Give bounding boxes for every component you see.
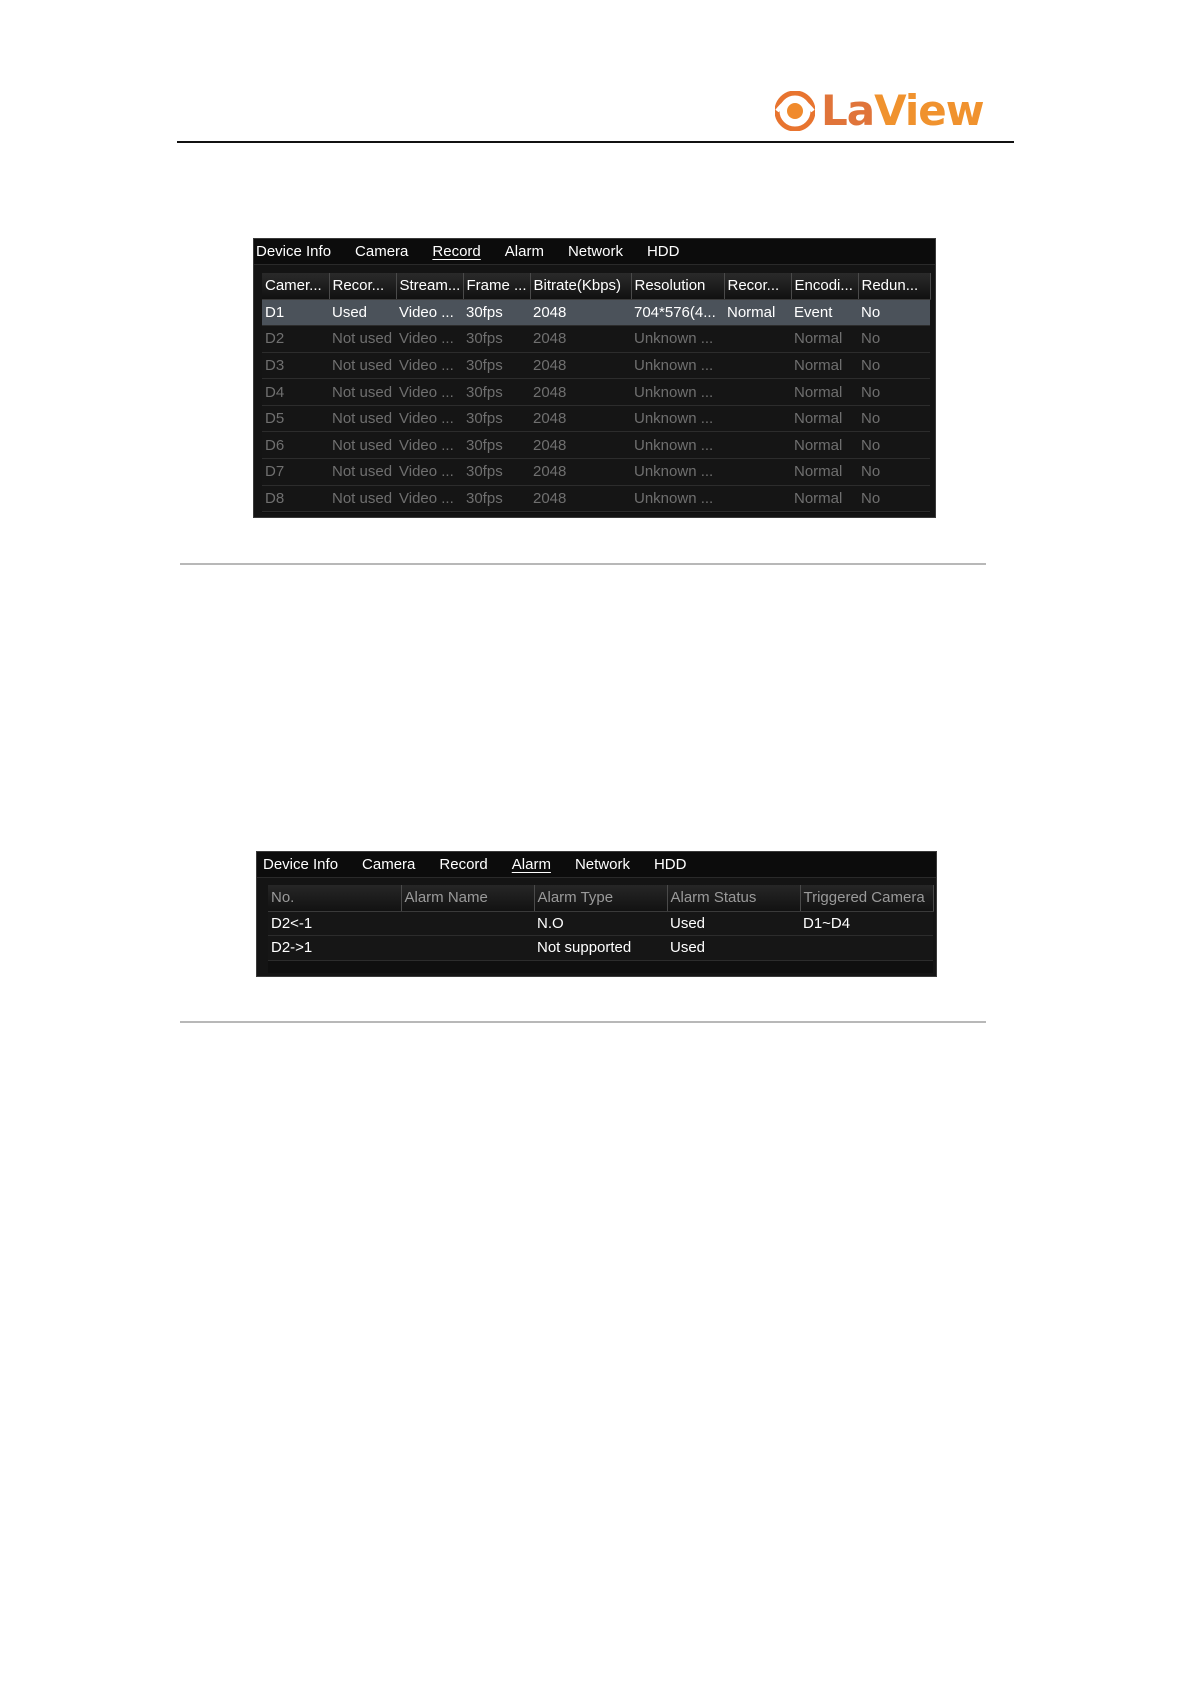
tab-network[interactable]: Network [574, 856, 630, 873]
table-cell: Unknown ... [631, 326, 724, 353]
table-cell: D4 [262, 379, 329, 406]
table-cell: Not used [329, 405, 396, 432]
table-row[interactable] [262, 485, 930, 512]
table-cell [724, 326, 791, 353]
table-cell: Not used [329, 432, 396, 459]
table-cell: Normal [791, 459, 858, 486]
table-cell: 30fps [463, 299, 530, 326]
table-cell: No [858, 432, 930, 459]
col-header[interactable]: Stream... [396, 273, 463, 299]
tab-alarm[interactable]: Alarm [511, 856, 551, 873]
header-divider [177, 141, 1014, 143]
table-cell [724, 432, 791, 459]
table-cell: N.O [534, 911, 667, 936]
table-cell: Unknown ... [631, 405, 724, 432]
table-cell: Not used [329, 379, 396, 406]
col-header[interactable]: No. [268, 885, 401, 911]
table-cell: Not used [329, 326, 396, 353]
table-cell: Not used [329, 485, 396, 512]
table-row[interactable] [262, 459, 930, 486]
col-header[interactable]: Alarm Name [401, 885, 534, 911]
table-row[interactable] [268, 936, 933, 961]
table-row[interactable] [262, 326, 930, 353]
table-cell: Video ... [396, 432, 463, 459]
table-cell: 30fps [463, 405, 530, 432]
table-cell [401, 936, 534, 961]
table-cell: Used [329, 299, 396, 326]
table-cell: Used [667, 911, 800, 936]
laview-logo [775, 86, 984, 136]
table-cell: 2048 [530, 405, 631, 432]
table-row[interactable] [268, 911, 933, 936]
table-cell: 30fps [463, 485, 530, 512]
tab-record[interactable]: Record [432, 243, 481, 260]
logo-text-view: View [874, 86, 984, 135]
table-cell: D1~D4 [800, 911, 933, 936]
table-cell: 2048 [530, 352, 631, 379]
alarm-table-header [268, 885, 933, 911]
tab-camera[interactable]: Camera [362, 856, 416, 873]
table-cell: Video ... [396, 405, 463, 432]
table-cell: Normal [791, 485, 858, 512]
table-cell [724, 379, 791, 406]
table-cell: No [858, 299, 930, 326]
table-cell: D3 [262, 352, 329, 379]
table-row[interactable] [262, 352, 930, 379]
table-cell: Video ... [396, 379, 463, 406]
table-cell: No [858, 379, 930, 406]
table-cell: Normal [791, 432, 858, 459]
table-cell: Video ... [396, 326, 463, 353]
table-row[interactable] [262, 405, 930, 432]
col-header[interactable]: Recor... [329, 273, 396, 299]
tab-network[interactable]: Network [567, 243, 623, 260]
table-cell: Normal [791, 352, 858, 379]
table-cell: No [858, 326, 930, 353]
table-cell: 30fps [463, 432, 530, 459]
col-header[interactable]: Camer... [262, 273, 329, 299]
table-cell: Normal [724, 299, 791, 326]
table-cell: No [858, 405, 930, 432]
section-divider [180, 563, 986, 565]
col-header[interactable]: Triggered Camera [800, 885, 933, 911]
table-cell: D5 [262, 405, 329, 432]
table-cell: 2048 [530, 379, 631, 406]
alarm-table-area [268, 885, 933, 973]
table-cell [724, 352, 791, 379]
section-divider [180, 1021, 986, 1023]
table-cell: D6 [262, 432, 329, 459]
table-cell: Not used [329, 352, 396, 379]
table-cell: 2048 [530, 459, 631, 486]
table-cell: Not used [329, 459, 396, 486]
col-header[interactable]: Recor... [724, 273, 791, 299]
col-header[interactable]: Resolution [631, 273, 724, 299]
table-cell: Unknown ... [631, 459, 724, 486]
table-cell: 2048 [530, 326, 631, 353]
table-cell [724, 459, 791, 486]
col-header[interactable]: Frame ... [463, 273, 530, 299]
table-cell: D2->1 [268, 936, 401, 961]
alarm-panel-tabs [257, 852, 936, 878]
table-cell: Unknown ... [631, 379, 724, 406]
table-cell: Video ... [396, 352, 463, 379]
table-cell: Unknown ... [631, 485, 724, 512]
table-cell: 704*576(4... [631, 299, 724, 326]
table-row[interactable] [262, 299, 930, 326]
table-cell: D7 [262, 459, 329, 486]
tab-hdd[interactable]: HDD [646, 243, 680, 260]
table-cell [724, 485, 791, 512]
table-cell: No [858, 459, 930, 486]
tab-alarm[interactable]: Alarm [504, 243, 544, 260]
col-header[interactable]: Encodi... [791, 273, 858, 299]
table-cell: 30fps [463, 379, 530, 406]
logo-text-la: La [821, 86, 875, 135]
tab-record[interactable]: Record [439, 856, 488, 873]
record-table-area [262, 273, 930, 513]
col-header[interactable]: Alarm Type [534, 885, 667, 911]
table-cell: Video ... [396, 459, 463, 486]
table-cell: 2048 [530, 299, 631, 326]
table-cell: Used [667, 936, 800, 961]
table-cell: 2048 [530, 485, 631, 512]
tab-device-info[interactable]: Device Info [256, 243, 332, 260]
table-cell: Normal [791, 326, 858, 353]
col-header[interactable]: Alarm Status [667, 885, 800, 911]
table-cell: No [858, 485, 930, 512]
table-cell: D2<-1 [268, 911, 401, 936]
alarm-table [268, 885, 934, 961]
table-cell: No [858, 352, 930, 379]
record-table [262, 273, 931, 512]
table-cell: Event [791, 299, 858, 326]
table-cell [724, 405, 791, 432]
table-cell: Normal [791, 379, 858, 406]
table-row[interactable] [262, 432, 930, 459]
col-header[interactable]: Bitrate(Kbps) [530, 273, 631, 299]
tab-device-info[interactable]: Device Info [263, 856, 339, 873]
table-cell: Not supported [534, 936, 667, 961]
table-cell: 30fps [463, 326, 530, 353]
table-cell: Unknown ... [631, 432, 724, 459]
table-cell: D8 [262, 485, 329, 512]
table-cell: Video ... [396, 485, 463, 512]
alarm-panel [256, 851, 937, 977]
eye-logo-icon [775, 91, 815, 131]
table-cell [401, 911, 534, 936]
table-cell: Normal [791, 405, 858, 432]
table-cell: D2 [262, 326, 329, 353]
tab-hdd[interactable]: HDD [653, 856, 687, 873]
col-header[interactable]: Redun... [858, 273, 930, 299]
tab-camera[interactable]: Camera [355, 243, 409, 260]
record-panel-tabs [254, 239, 935, 265]
table-cell: Video ... [396, 299, 463, 326]
table-cell: Unknown ... [631, 352, 724, 379]
record-panel [253, 238, 936, 518]
table-cell: D1 [262, 299, 329, 326]
table-row[interactable] [262, 379, 930, 406]
logo-text [821, 86, 984, 135]
table-cell: 30fps [463, 459, 530, 486]
record-table-header [262, 273, 930, 299]
table-cell: 2048 [530, 432, 631, 459]
table-cell [800, 936, 933, 961]
table-cell: 30fps [463, 352, 530, 379]
